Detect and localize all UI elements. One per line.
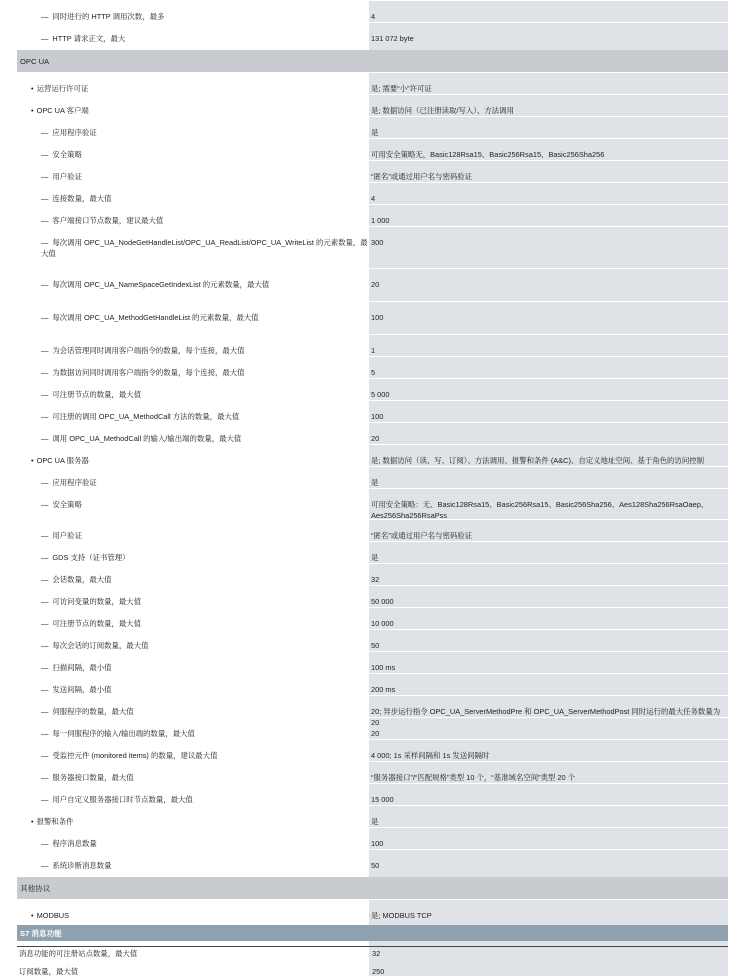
spec-value: 131 072 byte [371,34,414,43]
spec-row [17,541,728,564]
spec-group-row [17,805,728,828]
spec-row [17,849,728,872]
spec-row [17,466,728,489]
spec-value: 100 [371,313,384,322]
spec-row [17,783,728,806]
section-header: S7 消息功能 [17,925,728,941]
spec-value: 是; 数据访问（已注册读取/写入）、方法调用 [371,106,514,115]
spec-label: — 同时进行的 HTTP 调用次数，最多 [17,1,369,23]
spec-row [17,585,728,608]
spec-label: — 每次调用 OPC_UA_MethodGetHandleList 的元素数量，最大值 [17,302,369,335]
spec-value: 32 [372,949,381,958]
spec-row [17,422,728,445]
spec-row [17,0,728,23]
spec-row [17,160,728,183]
spec-label: — 为会话管理同时调用客户端指令的数量，每个连接，最大值 [17,335,369,357]
spec-row [17,268,728,302]
spec-value: 250 [372,967,385,976]
spec-value: 是 [371,817,379,826]
spec-row [17,739,728,762]
spec-row [17,301,728,335]
spec-row [17,563,728,586]
spec-value: 50 [371,641,380,650]
spec-value: 可用安全策略无，Basic128Rsa15、Basic256Rsa15、Basic256Sha256 [371,150,605,159]
spec-value: 1 [371,346,376,355]
spec-label: — 每次会话的订阅数量，最大值 [17,630,369,652]
spec-value: 是; 数据访问（读、写、订阅）、方法调用、报警和条件 (A&C)、自定义地址空间、基于角色的访问控制 [371,456,704,465]
spec-value: 5 000 [371,390,390,399]
spec-label: — 应用程序验证 [17,467,369,489]
spec-row [17,204,728,227]
spec-row [17,607,728,630]
spec-row [17,226,728,269]
spec-row [17,138,728,161]
spec-row [17,488,728,520]
spec-value: 50 000 [371,597,394,606]
spec-value: 100 ms [371,663,396,672]
spec-value: 可用安全策略：无、Basic128Rsa15、Basic256Rsa15、Basic256Sha256、Aes128Sha256RsaOaep、Aes256Sha256RsaPss [371,500,709,520]
spec-group-row [17,94,728,117]
spec-value: 32 [371,575,380,584]
spec-label: — 连接数量，最大值 [17,183,369,205]
spec-label: — 可注册节点的数量，最大值 [17,379,369,401]
spec-value: “服务器接口”/“匹配规格”类型 10 个，“基准域名空间”类型 20 个 [371,773,576,782]
spec-group-row [17,444,728,467]
spec-value: 100 [371,412,384,421]
spec-label: — 应用程序验证 [17,117,369,139]
spec-row [17,695,728,727]
spec-row [17,673,728,696]
spec-label: • OPC UA 客户端 [17,95,369,117]
spec-label: — 客户端接口节点数量，建议最大值 [17,205,369,227]
spec-row [17,629,728,652]
spec-label: — 服务器接口数量，最大值 [17,762,369,784]
spec-label: — 用户自定义服务器接口时节点数量，最大值 [17,784,369,806]
spec-value: 是 [371,128,379,137]
spec-label: — 安全策略 [17,489,369,520]
spec-row [17,22,728,45]
spec-value: 20; 异步运行指令 OPC_UA_ServerMethodPre 和 OPC_UA_ServerMethodPost 同时运行的最大任务数量为 20 [371,707,721,727]
spec-row [17,400,728,423]
spec-row [17,948,728,959]
spec-label: • 报警和条件 [17,806,369,828]
spec-value: 200 ms [371,685,396,694]
spec-label: — 可注册节点的数量，最大值 [17,608,369,630]
spec-value: 是 [371,478,379,487]
spec-label: — 发送间隔，最小值 [17,674,369,696]
spec-label: — 安全策略 [17,139,369,161]
spec-label: 消息功能的可注册站点数量，最大值 [19,949,138,958]
spec-label: — 为数据访问同时调用客户端指令的数量，每个连接，最大值 [17,357,369,379]
spec-label: — 系统诊断消息数量 [17,850,369,872]
spec-label: 订阅数量，最大值 [19,967,79,976]
spec-label: — 可访问变量的数量，最大值 [17,586,369,608]
spec-label: • 运营运行许可证 [17,73,369,95]
spec-label: — 程序消息数量 [17,828,369,850]
spec-label: — 受监控元件 (monitored items) 的数量，建议最大值 [17,740,369,762]
spec-value: 4 [371,194,376,203]
spec-label: — 用户验证 [17,161,369,183]
spec-value: 20 [371,729,380,738]
spec-row [17,761,728,784]
spec-value: 10 000 [371,619,394,628]
spec-label: — 调用 OPC_UA_MethodCall 的输入/输出端的数量，最大值 [17,423,369,445]
spec-value: 5 [371,368,376,377]
spec-value: “匿名”或通过用户名与密码验证 [371,172,473,181]
spec-row [17,519,728,542]
spec-row [17,717,728,740]
spec-value: 4 [371,12,376,21]
spec-value: 100 [371,839,384,848]
spec-row [17,651,728,674]
spec-label: — 每次调用 OPC_UA_NodeGetHandleList/OPC_UA_ReadList/OPC_UA_WriteList 的元素数量，最大值 [17,227,369,269]
spec-label: — 扫描间隔，最小值 [17,652,369,674]
spec-label: — GDS 支持（证书管理） [17,542,369,564]
spec-row [17,116,728,139]
spec-row [17,356,728,379]
spec-value: 是; 需要“小”许可证 [371,84,432,93]
spec-value: 50 [371,861,380,870]
spec-value: 是 [371,553,379,562]
spec-label: — 每一伺服程序的输入/输出端的数量，最大值 [17,718,369,740]
spec-row [17,182,728,205]
spec-value: 20 [371,434,380,443]
spec-row [17,378,728,401]
spec-value: “匿名”或通过用户名与密码验证 [371,531,473,540]
section-header: OPC UA [17,50,728,72]
spec-group-row [17,72,728,95]
spec-value: 1 000 [371,216,390,225]
spec-label: — 伺服程序的数量，最大值 [17,696,369,718]
spec-value: 15 000 [371,795,394,804]
section-header: 其他协议 [17,877,728,899]
divider [17,946,728,947]
spec-row [17,827,728,850]
spec-label: • MODBUS [17,900,369,922]
spec-row [17,966,728,977]
spec-label: — 每次调用 OPC_UA_NameSpaceGetIndexList 的元素数量，最大值 [17,269,369,302]
spec-label: • OPC UA 服务器 [17,445,369,467]
spec-value: 20 [371,280,380,289]
spec-value: 4 000; 1s 采样间隔和 1s 发送间隔时 [371,751,490,760]
spec-label: — 会话数量，最大值 [17,564,369,586]
spec-value: 是; MODBUS TCP [371,911,432,920]
spec-value: 300 [371,238,384,247]
spec-row [17,334,728,357]
spec-label: — HTTP 请求正文，最大 [17,23,369,45]
spec-group-row [17,899,728,922]
spec-label: — 可注册的调用 OPC_UA_MethodCall 方法的数量，最大值 [17,401,369,423]
spec-label: — 用户验证 [17,520,369,542]
